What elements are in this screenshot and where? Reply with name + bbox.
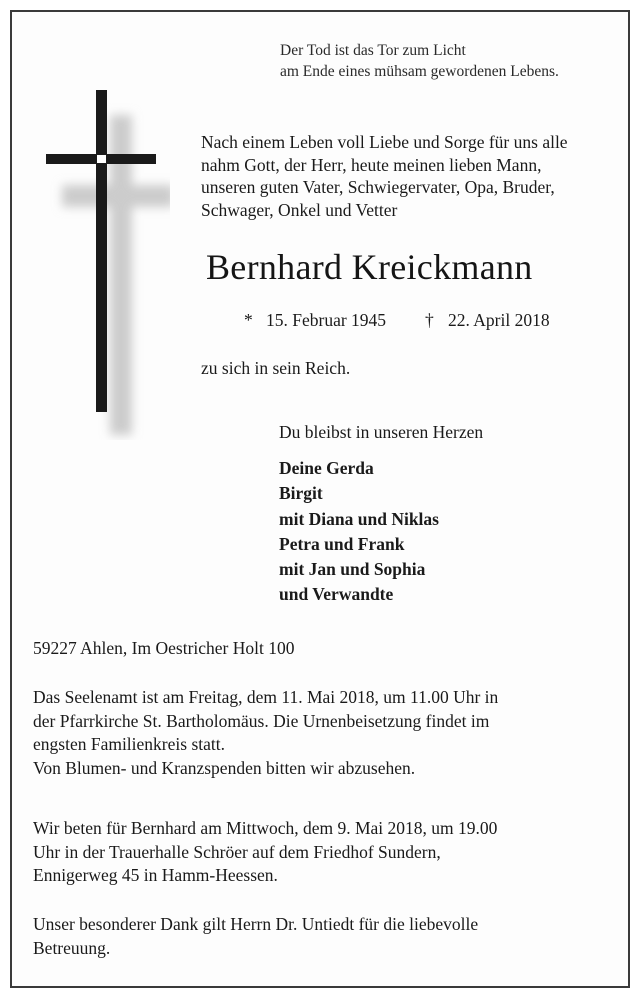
family-member: Birgit	[279, 483, 323, 504]
motto-line-1: Der Tod ist das Tor zum Licht	[280, 42, 466, 59]
seelenamt-line: Von Blumen- und Kranzspenden bitten wir abzusehen.	[33, 757, 416, 778]
family-member: und Verwandte	[279, 584, 394, 605]
seelenamt-paragraph	[33, 686, 607, 780]
death-date: 22. April 2018	[448, 310, 550, 330]
dank-paragraph	[33, 913, 607, 960]
intro-line: nahm Gott, der Herr, heute meinen lieben Mann,	[201, 154, 542, 175]
family-member: Petra und Frank	[279, 533, 405, 554]
cross-shape	[46, 90, 156, 412]
herzen-text: Du bleibst in unseren Herzen	[279, 422, 484, 442]
intro-text	[201, 131, 596, 221]
seelenamt-line: Das Seelenamt ist am Freitag, dem 11. Mai 2018, um 11.00 Uhr in	[33, 687, 499, 707]
intro-line: Nach einem Leben voll Liebe und Sorge für uns alle	[201, 132, 568, 152]
seelenamt-line: der Pfarrkirche St. Bartholomäus. Die Urnenbeisetzung findet im	[33, 710, 490, 731]
gebet-line: Wir beten für Bernhard am Mittwoch, dem 9. Mai 2018, um 19.00	[33, 818, 498, 838]
dank-line: Betreuung.	[33, 937, 111, 958]
dank-line: Unser besonderer Dank gilt Herrn Dr. Untiedt für die liebevolle	[33, 914, 479, 934]
family-member: mit Jan und Sophia	[279, 559, 426, 580]
reich-text: zu sich in sein Reich.	[201, 358, 351, 378]
intro-line: Schwager, Onkel und Vetter	[201, 199, 398, 220]
death-symbol: †	[425, 310, 434, 330]
deceased-name: Bernhard Kreickmann	[206, 247, 533, 287]
cross-icon	[40, 90, 170, 440]
intro-line: unseren guten Vater, Schwiegervater, Opa, Bruder,	[201, 177, 555, 197]
birth-symbol: *	[244, 310, 253, 330]
cross-center	[97, 155, 106, 163]
gebet-line: Uhr in der Trauerhalle Schröer auf dem Friedhof Sundern,	[33, 841, 441, 862]
birth-date: 15. Februar 1945	[266, 310, 387, 330]
address: 59227 Ahlen, Im Oestricher Holt 100	[33, 638, 295, 658]
family-list	[279, 456, 439, 608]
gebet-paragraph	[33, 817, 607, 888]
gebet-line: Ennigerweg 45 in Hamm-Heessen.	[33, 865, 278, 885]
family-member: mit Diana und Niklas	[279, 508, 439, 529]
motto-line-2: am Ende eines mühsam gewordenen Lebens.	[280, 63, 559, 80]
seelenamt-line: engsten Familienkreis statt.	[33, 734, 225, 754]
family-member: Deine Gerda	[279, 458, 374, 478]
